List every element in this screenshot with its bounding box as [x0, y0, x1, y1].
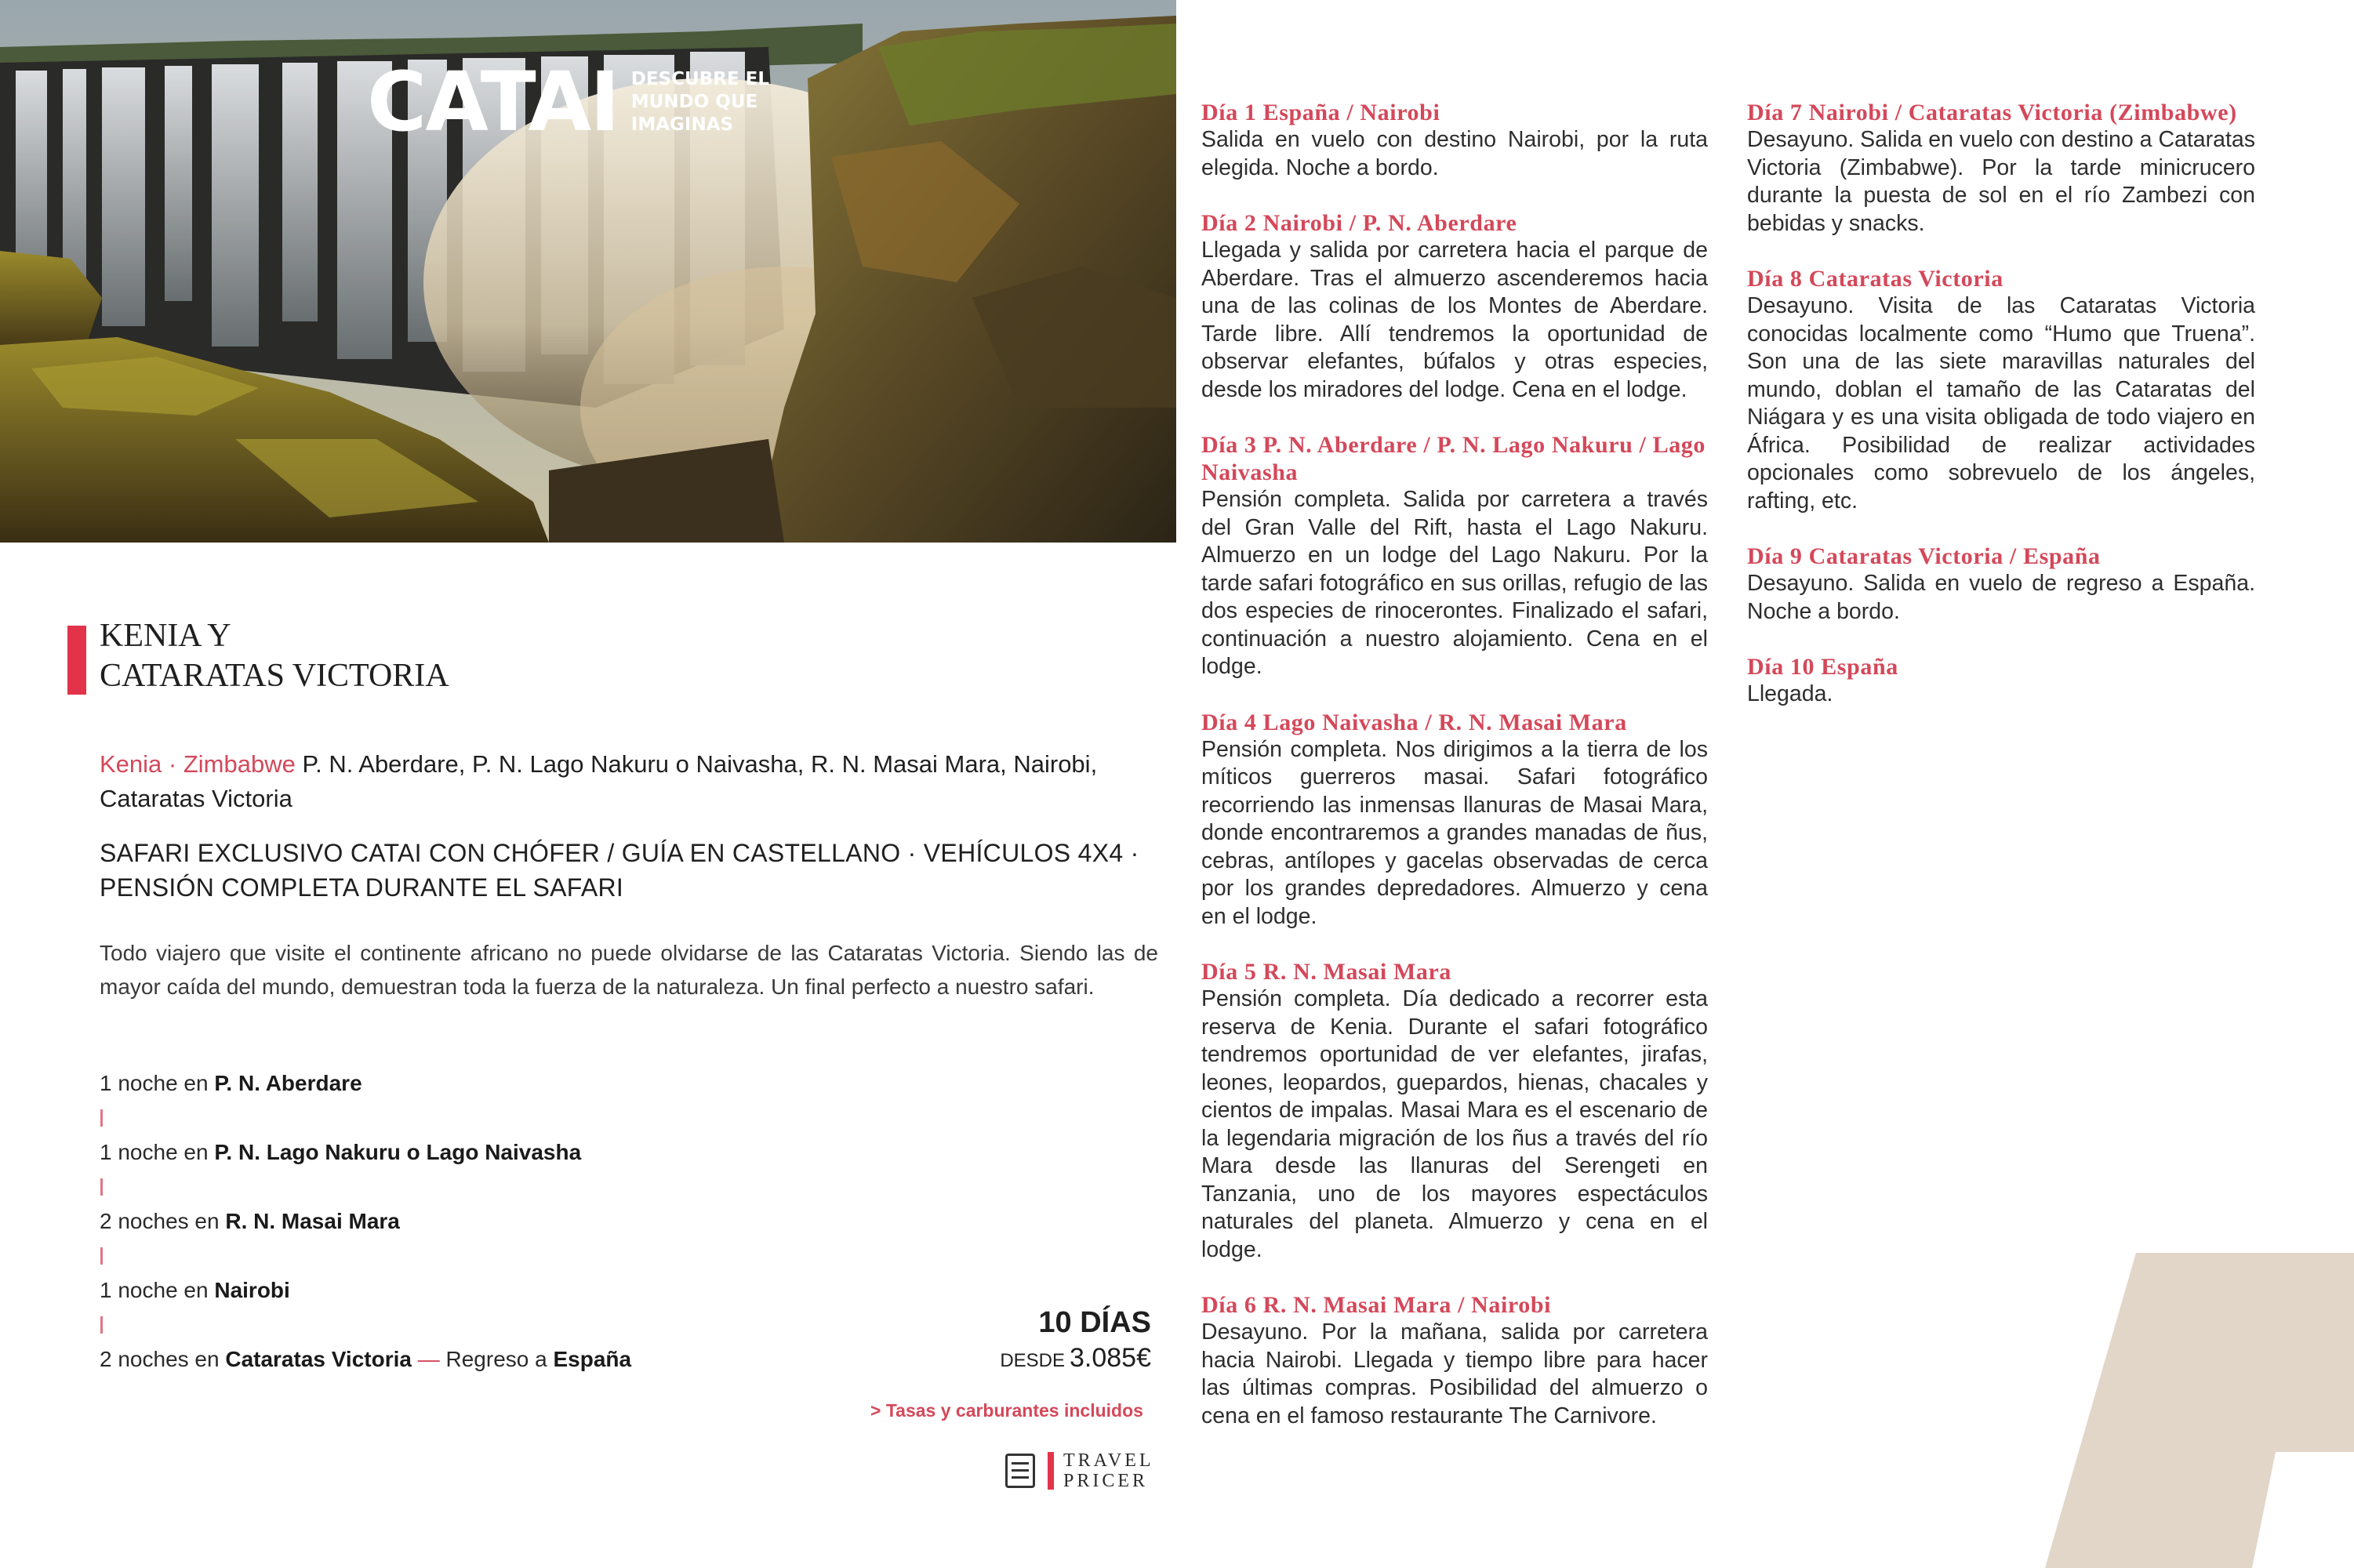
stay-separator [100, 1109, 103, 1127]
itinerary-day [1747, 99, 2255, 238]
day-text: Desayuno. Salida en vuelo de regreso a España. Noche a bordo. [1747, 571, 2255, 624]
day-title: Día 8 Cataratas Victoria [1747, 266, 2003, 292]
day-title: Día 10 España [1747, 654, 1898, 680]
title-accent-bar [67, 626, 86, 695]
return-place: España [553, 1347, 632, 1371]
from-label: DESDE [1000, 1350, 1065, 1371]
stay-place: R. N. Masai Mara [225, 1209, 400, 1233]
stay-separator [100, 1247, 103, 1265]
stay-nights: 1 noche en [100, 1071, 215, 1095]
day-text: Llegada y salida por carretera hacia el parque de Aberdare. Tras el almuerzo ascenderemos hacia una de las colinas de los Montes de Aberdare. Tarde libre. Allí tendremos la oportunidad de observar elefantes, búfalos y otras especies, desde los miradores del lodge. Cena en el lodge. [1201, 238, 1708, 402]
brand-tagline [631, 68, 788, 136]
page-title [100, 616, 805, 696]
day-text: Llegada. [1747, 681, 1833, 706]
taxes-included-link[interactable]: > Tasas y carburantes incluidos [870, 1400, 1143, 1421]
day-text: Desayuno. Por la mañana, salida por carretera hacia Nairobi. Llegada y tiempo libre para hacer las últimas compras. Posibilidad del almuerzo o cena en el famoso restaurante The Carnivore. [1201, 1319, 1708, 1428]
stay-nights: 1 noche en [100, 1140, 215, 1164]
day-title: Día 5 R. N. Masai Mara [1201, 959, 1451, 985]
price-box [1000, 1305, 1151, 1378]
stay-place: Nairobi [214, 1278, 290, 1302]
day-title: Día 3 P. N. Aberdare / P. N. Lago Nakuru / Lago Naivasha [1201, 432, 1706, 485]
tagline-line-2: MUNDO QUE [630, 91, 758, 112]
stay-nights: 2 noches en [100, 1209, 226, 1233]
tagline-line-1: DESCUBRE EL [630, 68, 770, 89]
itinerary-day [1201, 431, 1708, 681]
stay-item [100, 1066, 962, 1101]
trip-days: 10 DÍAS [1038, 1306, 1151, 1339]
stay-place: Cataratas Victoria [225, 1347, 412, 1371]
title-line-2: CATARATAS VICTORIA [100, 658, 449, 694]
travel-pricer-line-1: TRAVEL [1063, 1450, 1154, 1471]
itinerary-day [1747, 543, 2255, 626]
calculator-icon [1005, 1454, 1035, 1488]
travel-pricer-text [1063, 1450, 1157, 1491]
price-amount: 3.085€ [1070, 1343, 1151, 1373]
stay-dash: — [411, 1347, 446, 1371]
hero-photo-victoria-falls [0, 0, 1176, 543]
stay-separator [100, 1178, 103, 1196]
trip-highlights: SAFARI EXCLUSIVO CATAI CON CHÓFER / GUÍA EN CASTELLANO · VEHÍCULOS 4X4 · PENSIÓN COMPLETA DURANTE EL SAFARI [100, 839, 1139, 902]
itinerary-day [1201, 209, 1708, 404]
day-title: Día 6 R. N. Masai Mara / Nairobi [1201, 1292, 1552, 1318]
itinerary-day [1201, 99, 1708, 182]
itinerary-column-1 [1201, 99, 1708, 1457]
stay-item [100, 1135, 962, 1170]
countries-label: Kenia · Zimbabwe [100, 750, 296, 778]
itinerary-day [1201, 1291, 1708, 1430]
stay-place: P. N. Lago Nakuru o Lago Naivasha [214, 1140, 582, 1164]
stay-nights: 2 noches en [100, 1347, 226, 1371]
day-text: Pensión completa. Salida por carretera a través del Gran Valle del Rift, hasta el Lago Nakuru. Almuerzo en un lodge del Lago Nakuru. Por la tarde safari fotográfico en sus orillas, refugio de las dos especies de rinocerontes. Finalizado el safari, continuación a nuestro alojamiento. Cena en el lodge. [1201, 487, 1708, 679]
itinerary-day [1201, 709, 1708, 931]
return-label: Regreso a [445, 1347, 554, 1371]
day-text: Pensión completa. Día dedicado a recorrer esta reserva de Kenia. Durante el safari fotográfico tendremos oportunidad de ver elefantes, jirafas, leones, leopardos, guepardos, hienas, chacales y cientos de impalas. Masai Mara es el escenario de la legendaria migración de los ñus a través del río Mara desde las llanuras del Serengeti en Tanzania, uno de los mayores espectáculos naturales del planeta. Almuerzo y cena en el lodge. [1201, 986, 1708, 1262]
intro-paragraph: Todo viajero que visite el continente africano no puede olvidarse de las Cataratas Victoria. Siendo las de mayor caída del mundo, demuestran toda la fuerza de la naturaleza. Un final perfecto a nuestro safari. [100, 941, 1158, 999]
stay-item [100, 1342, 962, 1377]
catai-logo [367, 54, 788, 150]
itinerary-day [1201, 958, 1708, 1264]
stay-nights: 1 noche en [100, 1278, 215, 1302]
brand-name: CATAI [367, 54, 619, 150]
price-from [1000, 1341, 1151, 1378]
travel-pricer-logo [1005, 1450, 1157, 1491]
day-title: Día 7 Nairobi / Cataratas Victoria (Zimbabwe) [1747, 100, 2237, 125]
day-text: Desayuno. Salida en vuelo con destino a Cataratas Victoria (Zimbabwe). Por la tarde minicrucero durante la puesta de sol en el río Zambezi con bebidas y snacks. [1747, 127, 2255, 236]
stay-place: P. N. Aberdare [214, 1071, 362, 1095]
stay-item [100, 1273, 962, 1308]
itinerary-column-2 [1747, 99, 2255, 736]
day-text: Salida en vuelo con destino Nairobi, por la ruta elegida. Noche a bordo. [1201, 127, 1708, 180]
regions-line [100, 747, 1158, 816]
day-title: Día 4 Lago Naivasha / R. N. Masai Mara [1201, 709, 1627, 735]
day-title: Día 9 Cataratas Victoria / España [1747, 543, 2101, 569]
day-text: Pensión completa. Nos dirigimos a la tierra de los míticos guerreros masai. Safari fotográfico recorriendo las inmensas llanuras de Masai Mara, donde encontraremos a grandes manadas de ñus, cebras, antílopes y gacelas observadas de cerca por los grandes depredadores. Almuerzo y cena en el lodge. [1201, 736, 1708, 929]
day-title: Día 1 España / Nairobi [1201, 100, 1440, 125]
itinerary-day [1747, 265, 2255, 515]
day-text: Desayuno. Visita de las Cataratas Victoria conocidas localmente como “Humo que Truena”. Son una de las siete maravillas naturales del mundo, doblan el tamaño de las Cataratas del Niágara y es una visita obligada de todo viajero en África. Posibilidad de realizar actividades opcionales como sobrevuelo de los ángeles, rafting, etc. [1747, 293, 2255, 514]
stay-item [100, 1204, 962, 1239]
tagline-line-3: IMAGINAS [630, 114, 734, 135]
day-title: Día 2 Nairobi / P. N. Aberdare [1201, 210, 1517, 236]
travel-pricer-accent [1048, 1452, 1054, 1490]
travel-pricer-line-2: PRICER [1063, 1471, 1149, 1491]
title-line-1: KENIA Y [100, 618, 231, 654]
stays-list [100, 1066, 962, 1377]
places-label: P. N. Aberdare, P. N. Lago Nakuru o Naivasha, R. N. Masai Mara, Nairobi, Cataratas Victoria [100, 750, 1098, 812]
stay-separator [100, 1316, 103, 1334]
itinerary-day [1747, 653, 2255, 709]
